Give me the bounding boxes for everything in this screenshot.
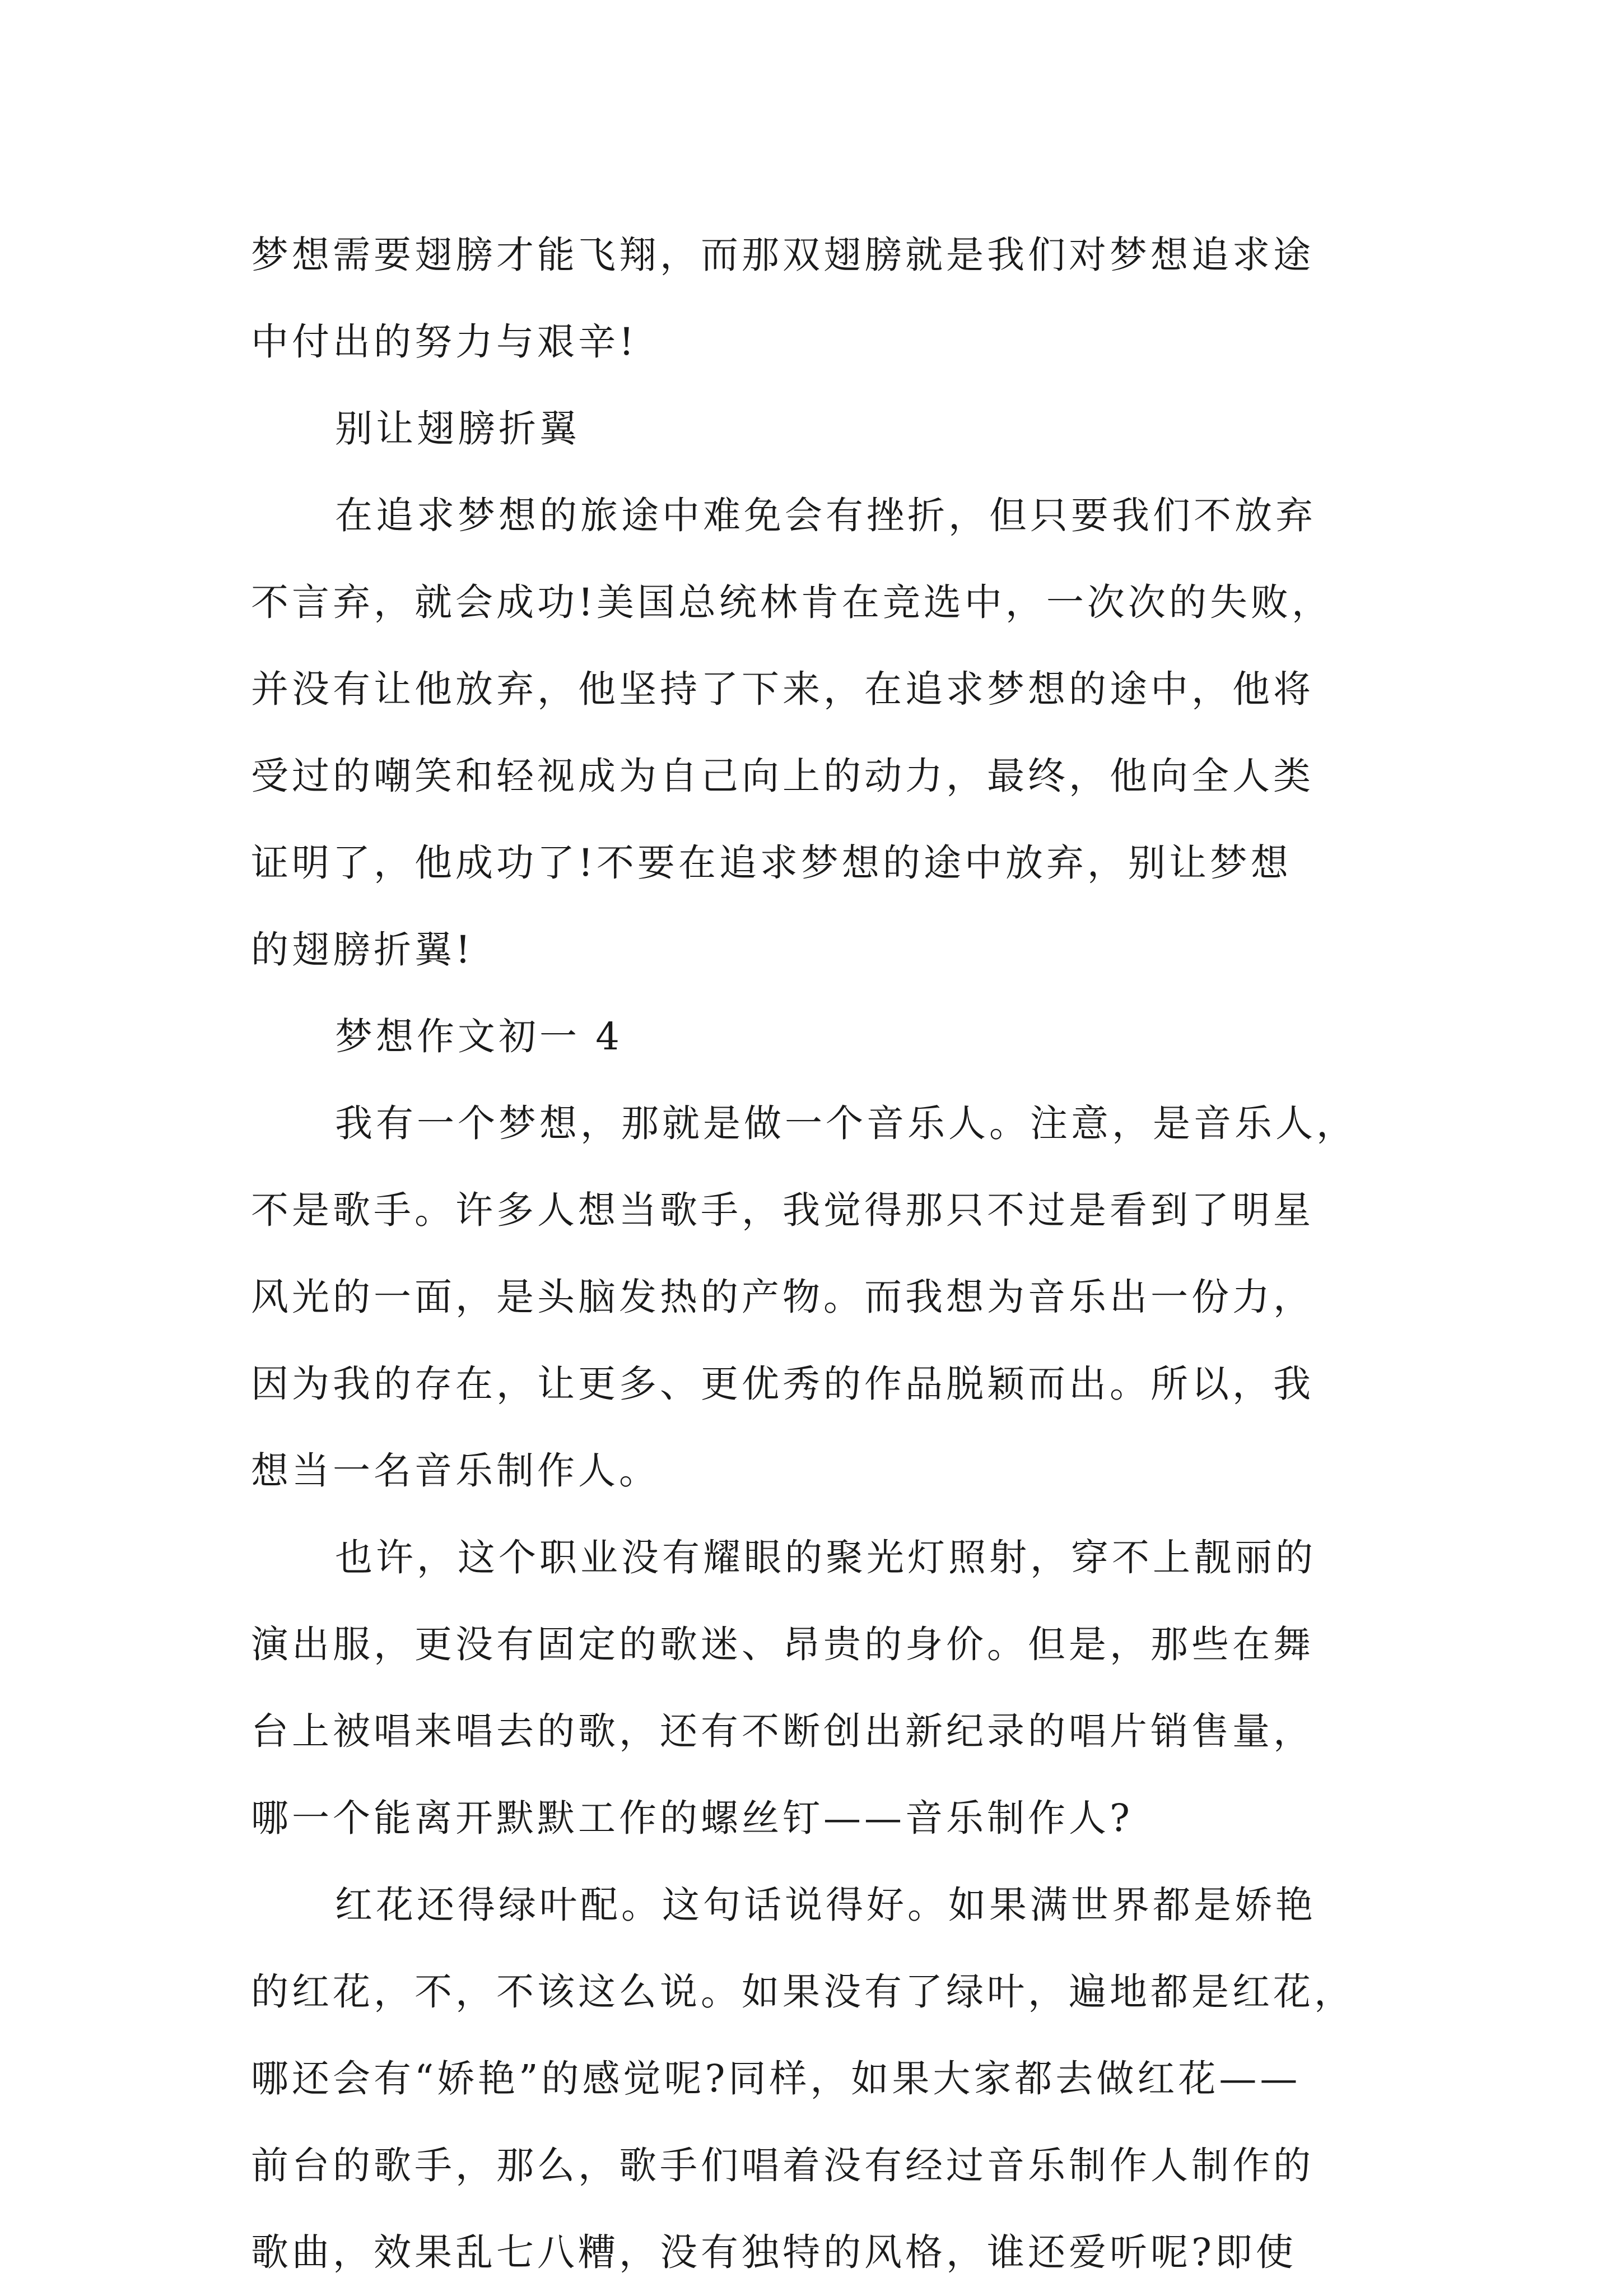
text-line: 的红花，不，不该这么说。如果没有了绿叶，遍地都是红花，	[251, 1970, 1355, 2014]
section-heading: 梦想作文初一 4	[335, 1015, 623, 1058]
text-line: 证明了，他成功了!不要在追求梦想的途中放弃，别让梦想	[251, 841, 1292, 885]
text-line: 歌曲，效果乱七八糟，没有独特的风格，谁还爱听呢?即使	[251, 2230, 1297, 2274]
text-line: 哪还会有“娇艳”的感觉呢?同样，如果大家都去做红花——	[251, 2057, 1301, 2100]
text-line: 在追求梦想的旅途中难免会有挫折，但只要我们不放弃	[335, 494, 1316, 537]
text-line: 也许，这个职业没有耀眼的聚光灯照射，穿不上靓丽的	[335, 1536, 1316, 1579]
document-body	[251, 212, 1377, 2296]
text-line: 前台的歌手，那么，歌手们唱着没有经过音乐制作人制作的	[251, 2144, 1314, 2187]
text-line: 演出服，更没有固定的歌迷、昂贵的身价。但是，那些在舞	[251, 1623, 1314, 1666]
text-line: 红花还得绿叶配。这句话说得好。如果满世界都是娇艳	[335, 1883, 1316, 1927]
text-line: 台上被唱来唱去的歌，还有不断创出新纪录的唱片销售量，	[251, 1709, 1314, 1753]
text-line: 想当一名音乐制作人。	[251, 1449, 660, 1493]
text-line: 因为我的存在，让更多、更优秀的作品脱颖而出。所以，我	[251, 1362, 1314, 1406]
text-line: 并没有让他放弃，他坚持了下来，在追求梦想的途中，他将	[251, 667, 1314, 711]
text-line: 受过的嘲笑和轻视成为自己向上的动力，最终，他向全人类	[251, 754, 1314, 798]
text-line: 哪一个能离开默默工作的螺丝钉——音乐制作人?	[251, 1796, 1133, 1840]
text-line: 不是歌手。许多人想当歌手，我觉得那只不过是看到了明星	[251, 1188, 1314, 1232]
section-heading: 别让翅膀折翼	[335, 407, 580, 450]
text-line: 风光的一面，是头脑发热的产物。而我想为音乐出一份力，	[251, 1275, 1314, 1319]
text-line: 的翅膀折翼!	[251, 928, 474, 972]
text-line: 梦想需要翅膀才能飞翔，而那双翅膀就是我们对梦想追求途	[251, 233, 1314, 277]
text-line: 不言弃，就会成功!美国总统林肯在竞选中，一次次的失败，	[251, 580, 1333, 624]
text-line: 中付出的努力与艰辛!	[251, 320, 637, 364]
text-line: 我有一个梦想，那就是做一个音乐人。注意，是音乐人，	[335, 1101, 1357, 1145]
